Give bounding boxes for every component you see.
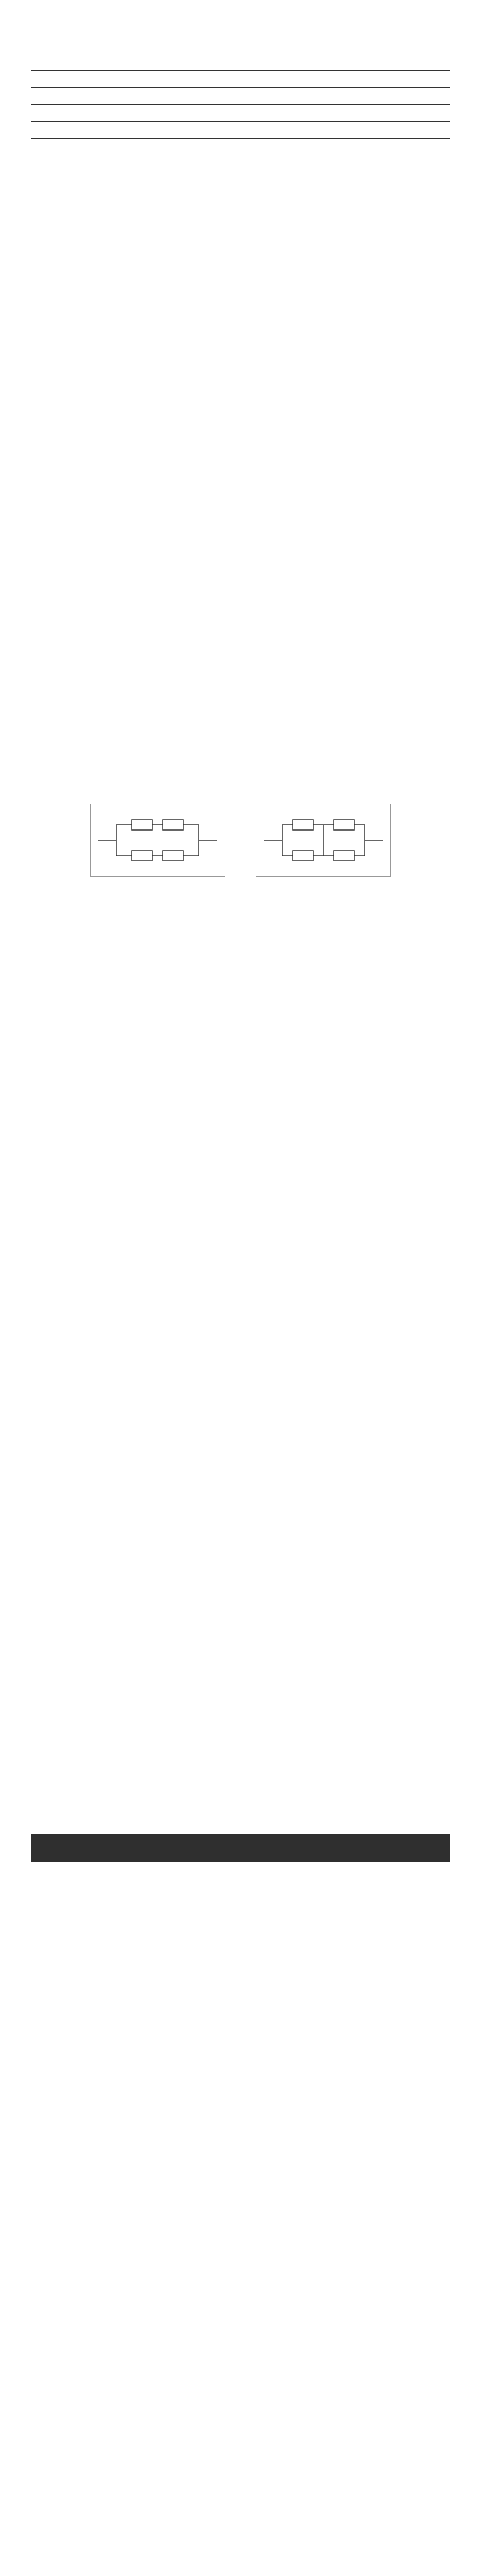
table-cell — [346, 88, 451, 105]
circuit-figure-b — [256, 804, 391, 890]
circuit-diagram-svg — [96, 812, 219, 869]
table-header-cell — [31, 71, 136, 88]
section-b-text — [31, 361, 450, 374]
table-cell — [31, 88, 136, 105]
table-cell — [136, 105, 241, 122]
table-header-cell — [346, 71, 451, 88]
data-table-section — [31, 57, 450, 139]
table-cell — [31, 105, 136, 122]
table-cell — [240, 105, 346, 122]
data-table — [31, 70, 450, 139]
table-row — [31, 122, 450, 139]
table-header-row — [31, 71, 450, 88]
table-row — [31, 105, 450, 122]
section-a-text — [31, 155, 450, 168]
exercises-text — [31, 1886, 450, 1899]
intro-text — [31, 21, 450, 34]
table-cell — [346, 122, 451, 139]
table-cell — [31, 122, 136, 139]
circuit-diagram — [256, 804, 391, 877]
figure-label — [90, 881, 225, 890]
figure-caption — [31, 894, 450, 904]
table-cell — [240, 122, 346, 139]
circuit-diagram — [90, 804, 225, 877]
table-header-cell — [240, 71, 346, 88]
table-header-cell — [136, 71, 241, 88]
table-cell — [136, 122, 241, 139]
table-cell — [240, 88, 346, 105]
circuit-diagram-svg — [262, 812, 385, 869]
table-title — [31, 61, 450, 70]
figure-label — [256, 881, 391, 890]
table-cell — [136, 88, 241, 105]
circuit-figures — [31, 804, 450, 904]
section-c-text — [31, 927, 450, 941]
chapter-banner-section — [31, 1834, 450, 1862]
table-cell — [346, 105, 451, 122]
table-row — [31, 88, 450, 105]
circuit-figure-a — [90, 804, 225, 890]
section-d-text — [31, 1494, 450, 1507]
chapter-banner — [31, 1834, 450, 1862]
